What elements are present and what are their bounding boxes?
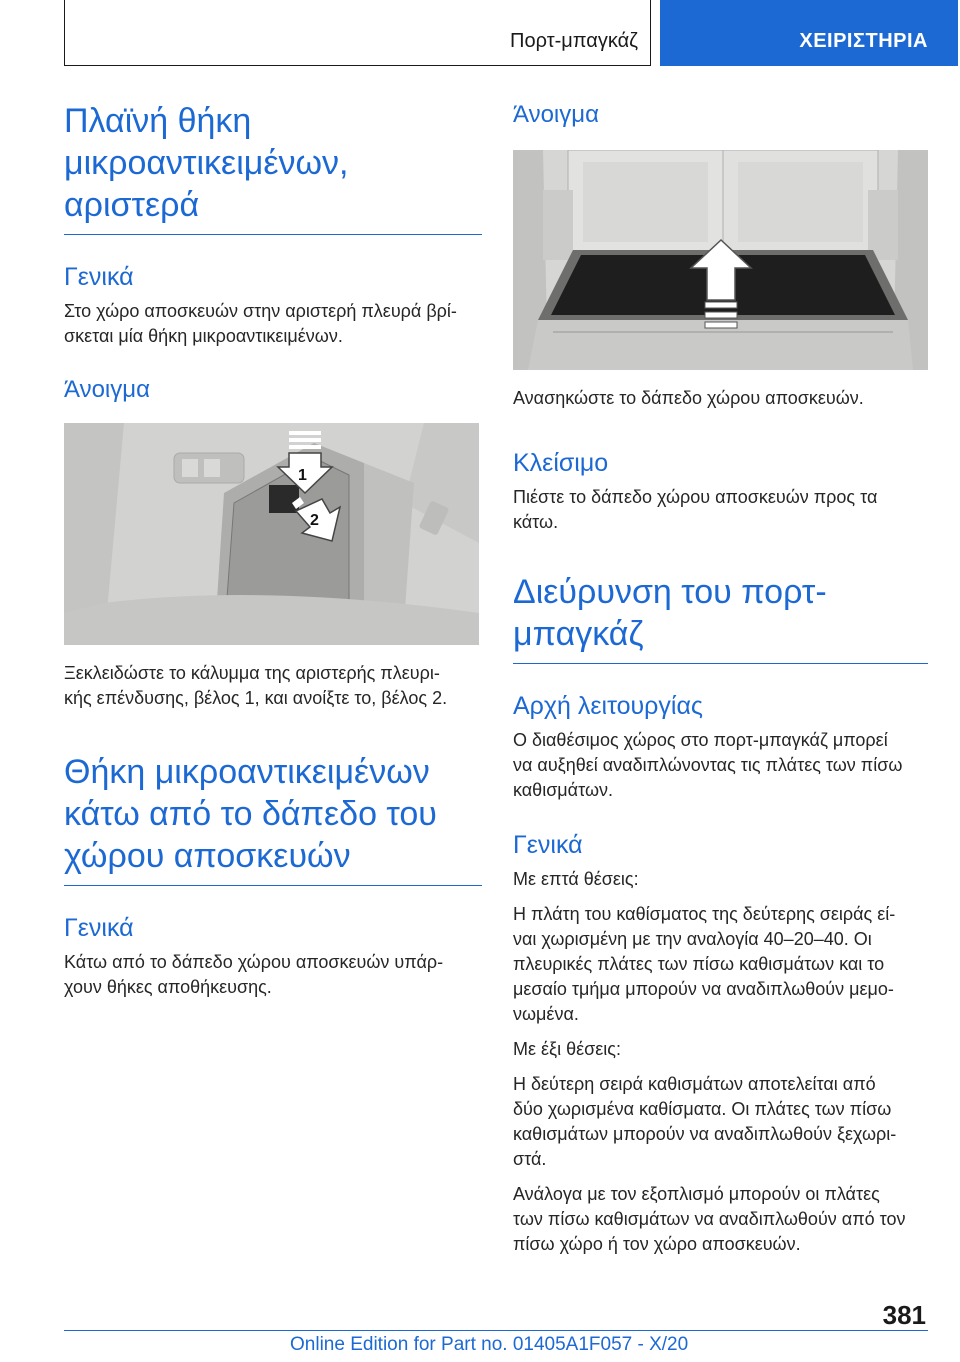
svg-text:1: 1	[298, 467, 307, 484]
closing-heading: Κλείσιμο	[513, 449, 609, 477]
left-column	[64, 100, 482, 1010]
right-opening-caption: Ανασηκώστε το δάπεδο χώρου αποσκευών.	[513, 388, 864, 408]
side-compartment-illustration	[64, 423, 479, 645]
seven-seats-label: Με επτά θέσεις:	[513, 869, 639, 889]
footer-rule	[64, 1330, 928, 1331]
page-header	[64, 0, 958, 66]
side-compartment-figure	[64, 423, 479, 645]
underfloor-compartment-title: Θήκη μικροαντικειμένων κάτω από το δάπεδο του χώρου αποσκευών	[64, 751, 482, 886]
expand-luggage-title: Διεύρυνση του πορτ- μπαγκάζ	[513, 571, 928, 664]
chapter-title: ΧΕΙΡΙΣΤΗΡΙΑ	[799, 30, 928, 52]
edition-link[interactable]: Online Edition for Part no. 01405A1F057 - X/20	[290, 1334, 689, 1355]
chapter-tab	[660, 0, 958, 66]
six-seats-text: Η δεύτερη σειρά καθισμάτων αποτελείται από δύο χωρισμένα καθίσματα. Οι πλάτες των πίσω καθισμάτων μπορούν να αναδιπλωθούν ξεχωρι- στά.	[513, 1074, 897, 1169]
seven-seats-text: Η πλάτη του καθίσματος της δεύτερης σειράς εί- ναι χωρισμένη με την αναλογία 40–20–40. Οι πλευρικές πλάτες των πίσω καθισμάτων και το μεσαίο τμήμα μπορούν να αναδιπλωθούν μεμο- νωμένα.	[513, 904, 896, 1024]
section-tab	[64, 0, 651, 66]
principle-heading: Αρχή λειτουργίας	[513, 692, 703, 720]
side-compartment-title: Πλαϊνή θήκη μικροαντικειμένων, αριστερά	[64, 100, 482, 235]
luggage-floor-figure	[513, 150, 928, 370]
right-general-heading: Γενικά	[513, 831, 583, 859]
general-text: Στο χώρο αποσκευών στην αριστερή πλευρά βρί- σκεται μία θήκη μικροαντικειμένων.	[64, 301, 457, 346]
opening-heading: Άνοιγμα	[64, 376, 150, 403]
right-opening-heading: Άνοιγμα	[513, 101, 599, 128]
general2-heading: Γενικά	[64, 914, 134, 942]
closing-text: Πιέστε το δάπεδο χώρου αποσκευών προς τα κάτω.	[513, 487, 878, 532]
section-title: Πορτ-μπαγκάζ	[510, 30, 638, 52]
right-column	[513, 100, 928, 1267]
equipment-text: Ανάλογα με τον εξοπλισμό μπορούν οι πλάτες των πίσω καθισμάτων να αναδιπλωθούν από τον πίσω χώρο ή τον χώρο αποσκευών.	[513, 1184, 906, 1254]
page-number: 381	[882, 1300, 926, 1330]
general2-text: Κάτω από το δάπεδο χώρου αποσκευών υπάρ- χουν θήκες αποθήκευσης.	[64, 952, 444, 997]
opening-caption: Ξεκλειδώστε το κάλυμμα της αριστερής πλευρι- κής επένδυσης, βέλος 1, και ανοίξτε το, βέλος 2.	[64, 663, 448, 708]
general-heading: Γενικά	[64, 263, 134, 291]
svg-text:2: 2	[310, 512, 319, 529]
luggage-floor-illustration	[513, 150, 928, 370]
principle-text: Ο διαθέσιμος χώρος στο πορτ-μπαγκάζ μπορεί να αυξηθεί αναδιπλώνοντας τις πλάτες των πίσω καθισμάτων.	[513, 730, 903, 800]
six-seats-label: Με έξι θέσεις:	[513, 1039, 621, 1059]
